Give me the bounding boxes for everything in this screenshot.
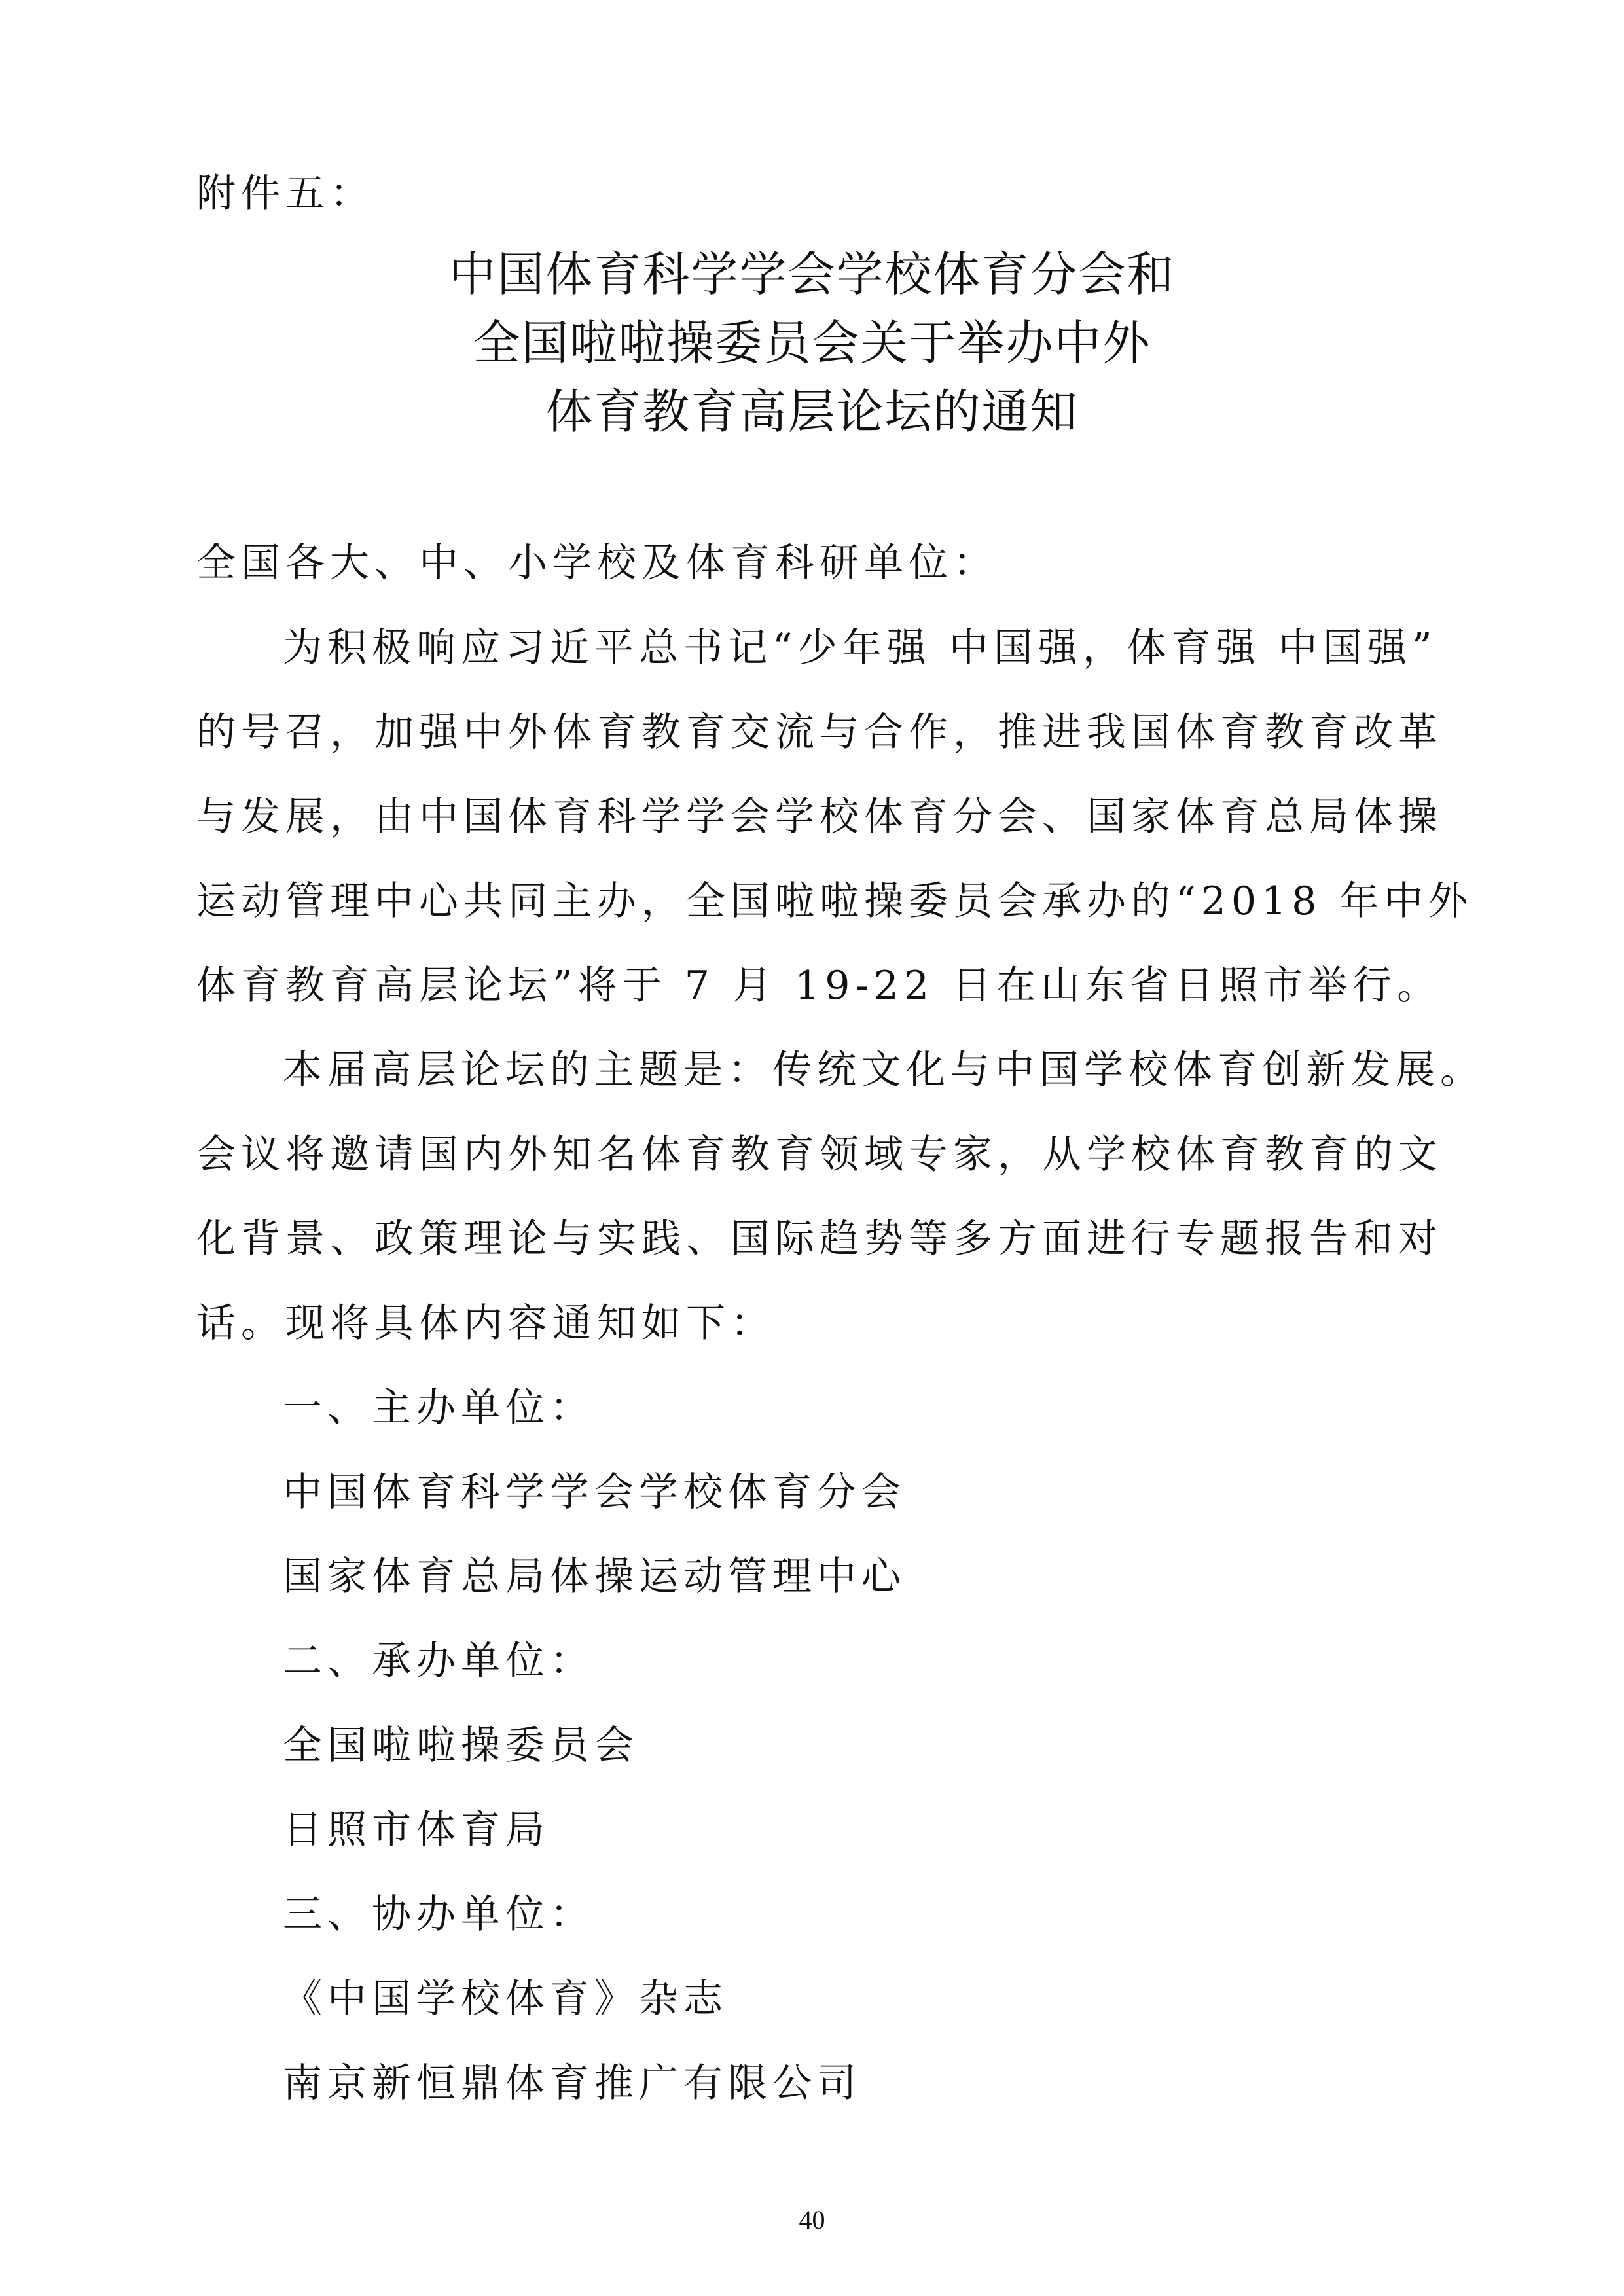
attachment-label: 附件五： [196,171,374,217]
paragraph-2-line-4: 话。现将具体内容通知如下： [196,1300,775,1346]
salutation: 全国各大、中、小学校及体育科研单位： [196,540,998,586]
page-number: 40 [799,2205,825,2234]
co-organizer-item: 《中国学校体育》杂志 [283,1976,728,2022]
paragraph-2-line-3: 化背景、政策理论与实践、国际趋势等多方面进行专题报告和对 [196,1216,1443,1262]
document-title-line-3: 体育教育高层论坛的通知 [545,384,1079,439]
paragraph-1-line-1: 为积极响应习近平总书记“少年强 中国强，体育强 中国强” [283,625,1437,671]
section-3-heading: 三、协办单位： [283,1892,594,1937]
paragraph-1-line-3: 与发展，由中国体育科学学会学校体育分会、国家体育总局体操 [196,794,1443,840]
host-unit-item: 中国体育科学学会学校体育分会 [283,1469,906,1515]
paragraph-2-line-1: 本届高层论坛的主题是：传统文化与中国学校体育创新发展。 [283,1047,1485,1093]
document-title-line-2: 全国啦啦操委员会关于举办中外 [473,315,1151,370]
organizer-item: 全国啦啦操委员会 [283,1723,639,1768]
co-organizer-item: 南京新恒鼎体育推广有限公司 [283,2060,861,2106]
section-2-heading: 二、承办单位： [283,1638,594,1684]
paragraph-2-line-2: 会议将邀请国内外知名体育教育领域专家，从学校体育教育的文 [196,1132,1443,1177]
host-unit-item: 国家体育总局体操运动管理中心 [283,1554,906,1600]
paragraph-1-line-5: 体育教育高层论坛”将于 7 月 19-22 日在山东省日照市举行。 [196,963,1442,1009]
paragraph-1-line-2: 的号召，加强中外体育教育交流与合作，推进我国体育教育改革 [196,709,1443,755]
paragraph-1-line-4: 运动管理中心共同主办，全国啦啦操委员会承办的“2018 年中外 [196,878,1473,924]
document-title-line-1: 中国体育科学学会学校体育分会和 [448,247,1176,302]
organizer-item: 日照市体育局 [283,1807,550,1853]
section-1-heading: 一、主办单位： [283,1385,594,1431]
